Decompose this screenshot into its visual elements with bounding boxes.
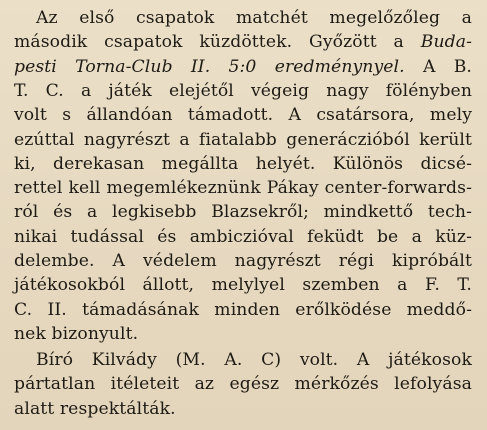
text-fragment: ki, derekasan megállta helyét. Különös dicsé-: [14, 153, 472, 174]
italic-text-fragment: pesti Torna-Club II. 5:0 eredménynyel.: [14, 56, 405, 77]
text-fragment: Bíró Kilvády (M. A. C) volt. A játékosok: [36, 350, 472, 370]
text-line: [14, 225, 472, 249]
text-line: [14, 55, 472, 79]
italic-text-fragment: Buda-: [420, 32, 472, 53]
text-fragment: A B.: [404, 56, 473, 77]
text-line: [14, 322, 472, 346]
text-fragment: alatt respektálták.: [14, 398, 176, 419]
text-fragment: pártatlan itéleteit az egész mérkőzés lefolyása: [14, 374, 472, 395]
text-fragment: játékosokból állott, melylyel szemben a F. T.: [14, 275, 472, 296]
text-line: [14, 200, 472, 224]
text-fragment: második csapatok küzdöttek. Győzött a: [14, 32, 421, 53]
text-line: [14, 397, 472, 421]
text-line: [14, 79, 472, 103]
text-line: [36, 6, 472, 30]
text-line: [36, 348, 472, 372]
text-line: [14, 298, 472, 322]
text-line: [14, 176, 472, 200]
text-line: [14, 30, 472, 54]
text-fragment: C. II. támadásának minden erőlködése meddő-: [14, 299, 472, 320]
text-line: [14, 128, 472, 152]
text-line: [14, 103, 472, 127]
text-fragment: T. C. a játék elejétől végeig nagy fölényben: [14, 80, 472, 101]
text-fragment: Az első csapatok matchét megelőzőleg a: [36, 8, 472, 28]
text-fragment: ról és a legkisebb Blazsekről; mindkettő tech-: [14, 202, 472, 223]
text-line: [14, 152, 472, 176]
text-fragment: nek bizonyult.: [14, 323, 139, 344]
text-line: [14, 249, 472, 273]
text-line: [14, 372, 472, 396]
text-line: [14, 273, 472, 297]
text-fragment: volt s állandóan támadott. A csatársora, mely: [14, 105, 472, 126]
text-fragment: delembe. A védelem nagyrészt régi kipróbált: [14, 251, 472, 271]
text-fragment: nikai tudással és ambiczióval feküdt be a küz-: [14, 226, 472, 247]
text-fragment: ezúttal nagyrészt a fiatalabb generáczióból került: [14, 129, 472, 150]
text-fragment: rettel kell megemlékeznünk Pákay center-forwards-: [14, 178, 472, 199]
